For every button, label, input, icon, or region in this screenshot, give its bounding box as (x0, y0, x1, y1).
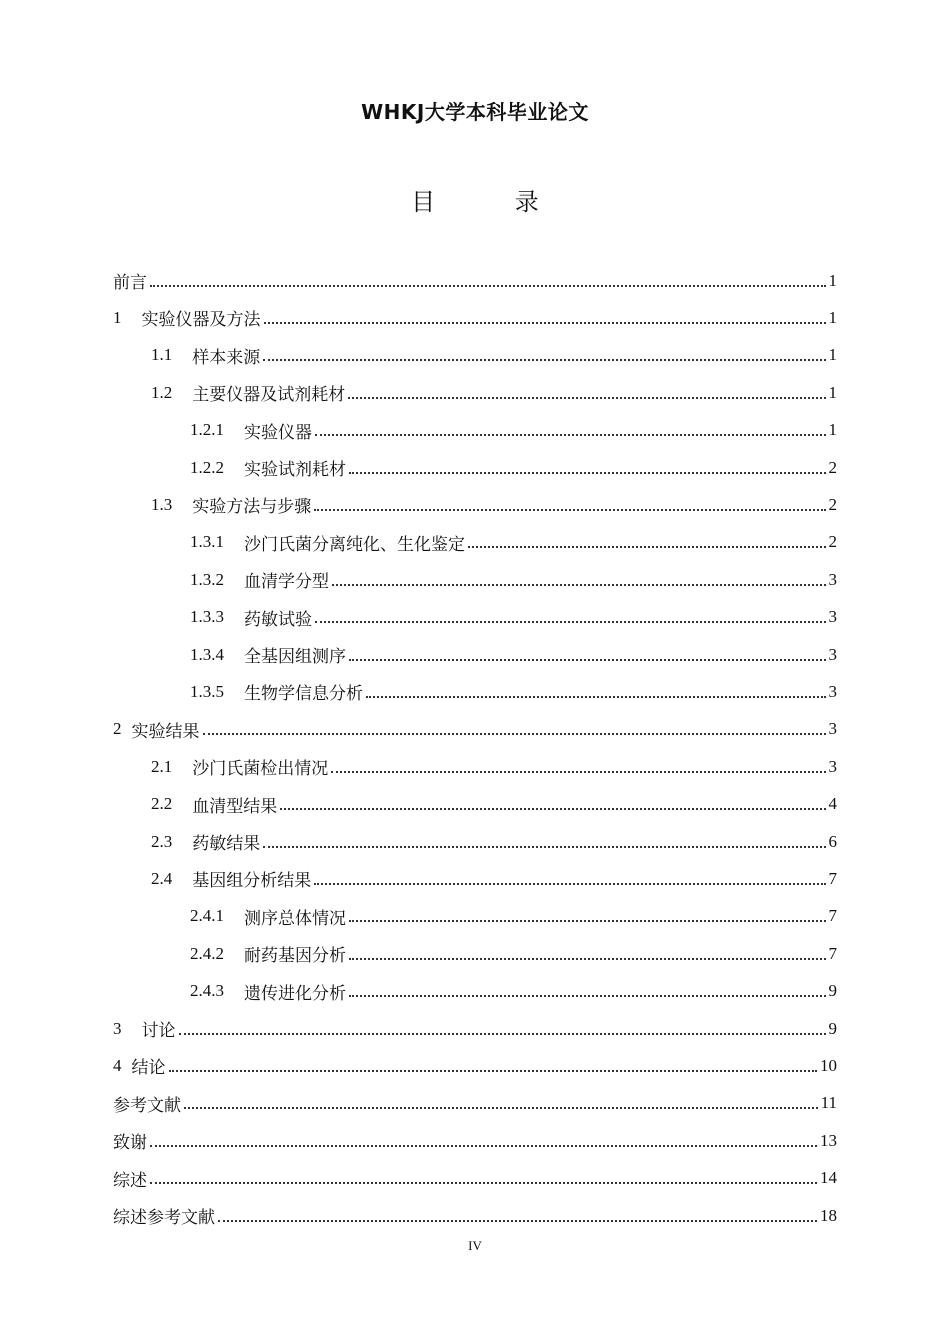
toc-entry-label (113, 268, 147, 293)
toc-entry-label (151, 754, 328, 779)
toc-entry-title: 测序总体情况 (244, 908, 346, 929)
toc-entry-title: 讨论 (141, 1021, 176, 1041)
toc-entry[interactable] (113, 486, 837, 523)
toc-entry-number: 4 (113, 1055, 122, 1075)
toc-entry-page: 7 (828, 906, 837, 926)
toc-entry-number: 2.4 (151, 868, 173, 888)
toc-leader-dots (150, 1144, 817, 1147)
toc-entry-label (113, 717, 200, 742)
toc-leader-dots (349, 919, 826, 922)
toc-entry[interactable] (113, 1010, 837, 1047)
toc-entry-page: 10 (820, 1055, 837, 1075)
toc-entry-number: 1 (113, 307, 122, 327)
toc-entry-number: 2.3 (151, 831, 173, 851)
page-title: 目 录 (411, 188, 575, 216)
toc-entry[interactable] (113, 636, 837, 673)
toc-entry-number: 1.3.3 (190, 607, 224, 627)
toc-leader-dots (263, 358, 825, 361)
toc-entry[interactable] (113, 786, 837, 823)
toc-entry-title: 样本来源 (192, 347, 261, 368)
toc-entry-label (113, 1091, 181, 1116)
toc-leader-dots (315, 433, 826, 436)
toc-entry[interactable] (113, 898, 837, 935)
toc-entry-page: 3 (828, 644, 837, 664)
toc-entry-page: 2 (828, 532, 837, 552)
toc-entry-label (190, 979, 346, 1004)
toc-leader-dots (203, 732, 826, 735)
toc-entry-title: 实验仪器 (244, 422, 312, 443)
toc-entry-number: 2.4.3 (190, 981, 224, 1001)
toc-entry-page: 3 (828, 607, 837, 627)
toc-entry-label (113, 1016, 176, 1041)
toc-entry-number: 1.3 (151, 494, 173, 514)
toc-entry[interactable] (113, 823, 837, 860)
toc-entry-title: 实验方法与步骤 (192, 497, 312, 518)
toc-entry[interactable] (113, 262, 837, 299)
toc-entry-page: 1 (828, 270, 837, 290)
toc-entry[interactable] (113, 1122, 837, 1159)
toc-entry[interactable] (113, 673, 837, 710)
toc-entry-page: 2 (828, 457, 837, 477)
toc-entry-title: 沙门氏菌检出情况 (192, 759, 329, 780)
toc-leader-dots (332, 583, 826, 586)
document-header: WHKJ大学本科毕业论文 (361, 100, 589, 124)
toc-entry-number: 1.2.1 (190, 420, 224, 440)
toc-entry-title: 综述参考文献 (113, 1208, 215, 1228)
toc-leader-dots (264, 321, 826, 324)
toc-entry-label (190, 941, 346, 966)
toc-entry-number: 2.1 (151, 756, 173, 776)
toc-entry[interactable] (113, 374, 837, 411)
toc-leader-dots (314, 508, 825, 511)
toc-entry-label (151, 492, 311, 517)
toc-entry-number: 1.2.2 (190, 457, 224, 477)
toc-entry-label (190, 904, 346, 929)
toc-entry-page: 9 (828, 981, 837, 1001)
toc-entry-number: 1.3.2 (190, 569, 224, 589)
toc-entry[interactable] (113, 412, 837, 449)
toc-entry-title: 生物学信息分析 (244, 684, 363, 705)
toc-leader-dots (179, 1032, 826, 1035)
toc-entry-page: 1 (828, 307, 837, 327)
toc-entry-page: 3 (828, 719, 837, 739)
toc-entry-title: 耐药基因分析 (244, 946, 346, 967)
toc-leader-dots (348, 396, 825, 399)
toc-entry-label (190, 455, 346, 480)
toc-entry[interactable] (113, 935, 837, 972)
toc-entry[interactable] (113, 1197, 837, 1234)
toc-entry-label (151, 866, 311, 891)
toc-leader-dots (150, 1181, 817, 1184)
toc-entry-page: 3 (828, 681, 837, 701)
toc-leader-dots (314, 882, 825, 885)
toc-entry-number: 3 (113, 1018, 122, 1038)
toc-entry-label (113, 1166, 147, 1191)
toc-entry-page: 6 (828, 831, 837, 851)
toc-entry-label (190, 530, 465, 555)
toc-leader-dots (169, 1069, 818, 1072)
toc-leader-dots (366, 695, 826, 698)
toc-entry-label (190, 567, 329, 592)
toc-entry-label (151, 343, 260, 368)
toc-leader-dots (150, 284, 826, 287)
toc-entry[interactable] (113, 860, 837, 897)
toc-entry-page: 2 (828, 494, 837, 514)
toc-leader-dots (349, 994, 826, 997)
toc-entry-number: 1.1 (151, 345, 173, 365)
toc-entry-title: 基因组分析结果 (192, 871, 312, 892)
toc-entry-title: 全基因组测序 (244, 647, 346, 667)
toc-entry-title: 沙门氏菌分离纯化、生化鉴定 (244, 534, 465, 555)
toc-entry-title: 遗传进化分析 (244, 983, 346, 1004)
page-number: IV (468, 1238, 482, 1253)
toc-entry[interactable] (113, 449, 837, 486)
toc-entry-title: 参考文献 (113, 1095, 181, 1116)
toc-entry[interactable] (113, 599, 837, 636)
toc-entry-title: 综述 (113, 1170, 147, 1191)
toc-entry-title: 实验结果 (131, 721, 200, 742)
toc-entry-label (151, 829, 260, 854)
toc-entry-page: 11 (820, 1093, 837, 1113)
toc-entry[interactable] (113, 561, 837, 598)
toc-entry[interactable] (113, 299, 837, 336)
toc-entry-title: 药敏结果 (192, 834, 261, 854)
toc-entry-page: 18 (820, 1205, 837, 1225)
toc-entry-page: 3 (828, 569, 837, 589)
toc-entry-page: 1 (828, 345, 837, 365)
toc-entry-title: 前言 (113, 273, 147, 293)
toc-entry[interactable] (113, 1085, 837, 1122)
toc-entry[interactable] (113, 973, 837, 1010)
toc-entry-label (190, 642, 346, 667)
toc-entry-title: 实验试剂耗材 (244, 460, 346, 480)
toc-entry[interactable] (113, 524, 837, 561)
toc-entry-page: 7 (828, 943, 837, 963)
toc-entry-title: 致谢 (113, 1133, 147, 1154)
toc-entry[interactable] (113, 711, 837, 748)
toc-entry-number: 2 (113, 719, 122, 739)
toc-entry-title: 血清学分型 (244, 572, 329, 593)
toc-entry-number: 1.2 (151, 382, 173, 402)
toc-leader-dots (331, 770, 825, 773)
toc-entry-label (151, 792, 277, 817)
toc-leader-dots (184, 1106, 818, 1109)
toc-leader-dots (349, 658, 826, 661)
toc-leader-dots (349, 957, 826, 960)
toc-entry-label (113, 1128, 147, 1153)
toc-entry-page: 1 (828, 420, 837, 440)
toc-entry-number: 2.4.2 (190, 943, 224, 963)
toc-entry-page: 13 (820, 1130, 837, 1150)
toc-entry-label (190, 418, 312, 443)
toc-entry-page: 7 (828, 868, 837, 888)
toc-entry-title: 结论 (131, 1058, 166, 1079)
toc-entry-page: 3 (828, 756, 837, 776)
toc-entry[interactable] (113, 748, 837, 785)
toc-entry-title: 药敏试验 (244, 609, 312, 630)
toc-entry-title: 血清型结果 (192, 796, 278, 817)
toc-entry-label (151, 380, 345, 405)
toc-leader-dots (263, 845, 825, 848)
toc-entry-title: 主要仪器及试剂耗材 (192, 385, 346, 406)
toc-entry-label (190, 679, 363, 704)
toc-entry-page: 4 (828, 794, 837, 814)
toc-entry-page: 14 (820, 1168, 837, 1188)
toc-entry-number: 2.2 (151, 794, 173, 814)
toc-entry-title: 实验仪器及方法 (141, 310, 261, 331)
toc-entry[interactable] (113, 337, 837, 374)
toc-entry-number: 1.3.1 (190, 532, 224, 552)
toc-entry-label (113, 305, 261, 330)
toc-entry-number: 1.3.5 (190, 681, 224, 701)
toc-leader-dots (280, 807, 825, 810)
toc-leader-dots (315, 620, 826, 623)
toc-entry-number: 2.4.1 (190, 906, 224, 926)
toc-leader-dots (468, 545, 826, 548)
toc-entry[interactable] (113, 1047, 837, 1084)
toc-entry-label (113, 1203, 215, 1228)
toc-entry-label (190, 605, 312, 630)
toc-leader-dots (349, 471, 826, 474)
toc-entry-label (113, 1053, 166, 1078)
toc-entry-page: 9 (828, 1018, 837, 1038)
toc-entry-number: 1.3.4 (190, 644, 224, 664)
toc-entry-page: 1 (828, 382, 837, 402)
toc-entry[interactable] (113, 1160, 837, 1197)
toc-leader-dots (218, 1219, 817, 1222)
